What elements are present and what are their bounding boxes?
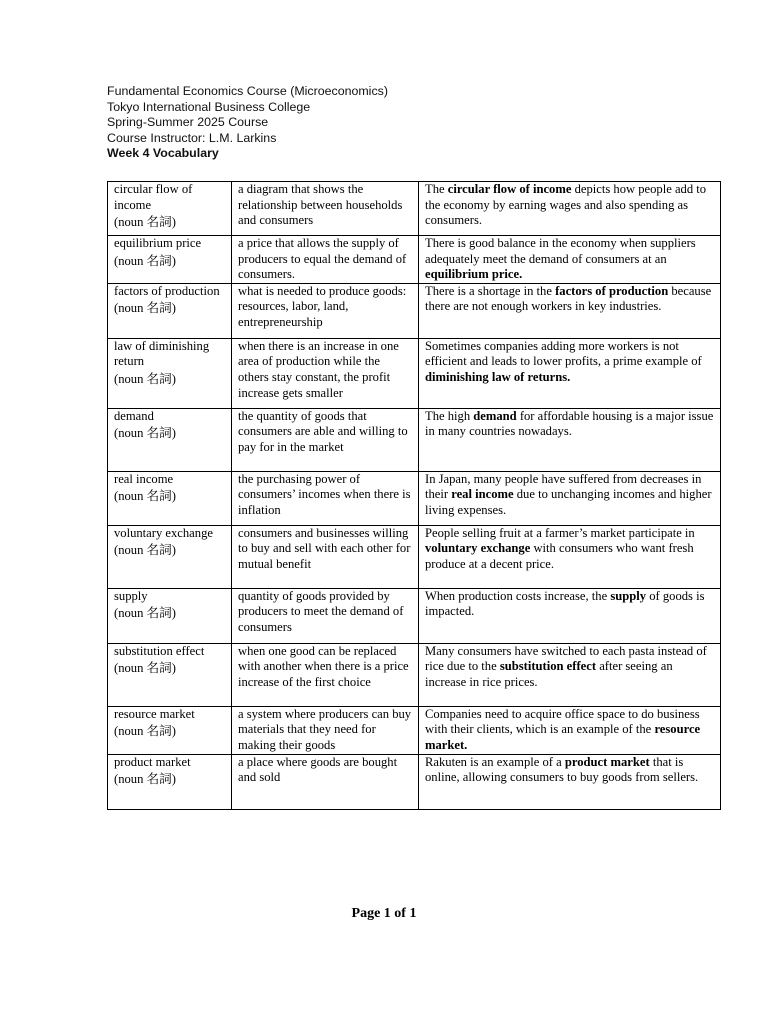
term-label: equilibrium price — [114, 236, 202, 250]
table-row — [108, 283, 721, 338]
document-header — [107, 84, 388, 162]
example-keyword: real income — [451, 487, 514, 502]
table-row — [108, 706, 721, 754]
course-instructor: Course Instructor: L.M. Larkins — [107, 130, 277, 145]
example-text: that is online, allowing consumers to buy goods from sellers. — [425, 754, 699, 785]
definition-cell: a diagram that shows the relationship between households and consumers — [232, 182, 419, 236]
part-of-speech: (noun 名詞) — [114, 661, 176, 676]
part-of-speech: (noun 名詞) — [114, 606, 176, 621]
definition-cell: consumers and businesses willing to buy and sell with each other for mutual benefit — [232, 525, 419, 588]
course-title: Fundamental Economics Course (Microeconomics) — [107, 84, 388, 98]
definition-cell: when one good can be replaced with another when there is a price increase of the first choice — [232, 643, 419, 706]
example-text: In Japan, many people have suffered from decreases in their — [425, 471, 702, 502]
example-cell — [419, 706, 721, 754]
part-of-speech: (noun 名詞) — [114, 426, 176, 441]
part-of-speech: (noun 名詞) — [114, 371, 176, 386]
term-label: factors of production — [114, 283, 220, 298]
definition-cell: the purchasing power of consumers’ incomes when there is inflation — [232, 471, 419, 525]
vocabulary-table — [107, 181, 721, 810]
term-cell — [108, 182, 232, 236]
example-text: When production costs increase, the — [425, 588, 611, 603]
term-cell — [108, 408, 232, 471]
course-term: Spring-Summer 2025 Course — [107, 115, 269, 130]
term-cell — [108, 338, 232, 408]
definition-cell: what is needed to produce goods: resources, labor, land, entrepreneurship — [232, 283, 419, 338]
example-cell — [419, 283, 721, 338]
page-number: Page 1 of 1 — [351, 906, 417, 921]
example-keyword: substitution effect — [499, 659, 597, 674]
example-cell — [419, 471, 721, 525]
table-row — [108, 754, 721, 809]
vocabulary-table-body — [108, 182, 721, 810]
example-keyword: supply — [610, 588, 647, 603]
table-row — [108, 525, 721, 588]
part-of-speech: (noun 名詞) — [114, 301, 176, 316]
definition-cell: the quantity of goods that consumers are able and willing to pay for in the market — [232, 408, 419, 471]
table-row — [108, 408, 721, 471]
example-text: There is good balance in the economy when suppliers adequately meet the demand of consumers at an — [425, 236, 696, 266]
example-cell — [419, 525, 721, 588]
example-cell — [419, 588, 721, 643]
example-cell — [419, 338, 721, 408]
page-title: Week 4 Vocabulary — [107, 146, 219, 161]
example-text: There is a shortage in the — [425, 283, 556, 298]
example-text: Rakuten is an example of a — [425, 754, 565, 769]
example-text: of goods is impacted. — [425, 588, 705, 619]
term-cell — [108, 754, 232, 809]
part-of-speech: (noun 名詞) — [114, 215, 176, 230]
part-of-speech: (noun 名詞) — [114, 543, 176, 558]
example-text: People selling fruit at a farmer’s market participate in — [425, 525, 695, 540]
term-label: demand — [114, 408, 154, 423]
example-cell — [419, 754, 721, 809]
table-row — [108, 182, 721, 236]
example-text: with consumers who want fresh produce at a decent price. — [425, 541, 694, 571]
term-label: circular flow of income — [114, 182, 193, 212]
table-row — [108, 338, 721, 408]
table-row — [108, 471, 721, 525]
table-row — [108, 236, 721, 284]
example-text: Sometimes companies adding more workers is not efficient and leads to lower profits, a prime example of — [425, 338, 702, 369]
example-keyword: factors of production — [555, 283, 669, 298]
term-cell — [108, 525, 232, 588]
example-keyword: circular flow of income — [447, 182, 572, 196]
example-cell — [419, 182, 721, 236]
example-keyword: resource market. — [425, 722, 701, 752]
example-text: Companies need to acquire office space to do business with their clients, which is an example of the — [425, 706, 700, 737]
part-of-speech: (noun 名詞) — [114, 253, 176, 268]
example-cell — [419, 236, 721, 284]
term-cell — [108, 588, 232, 643]
example-keyword: diminishing law of returns. — [425, 369, 571, 384]
table-row — [108, 588, 721, 643]
term-cell — [108, 283, 232, 338]
term-cell — [108, 471, 232, 525]
example-text: The high — [425, 408, 474, 423]
definition-cell: a place where goods are bought and sold — [232, 754, 419, 809]
example-text: depicts how people add to the economy by earning wages and also spending as consumers. — [425, 182, 707, 228]
example-keyword: demand — [473, 408, 517, 423]
example-cell — [419, 408, 721, 471]
term-label: resource market — [114, 706, 195, 721]
example-keyword: equilibrium price. — [425, 267, 523, 282]
term-label: real income — [114, 471, 174, 486]
part-of-speech: (noun 名詞) — [114, 772, 176, 787]
table-row — [108, 643, 721, 706]
term-cell — [108, 706, 232, 754]
example-text: for affordable housing is a major issue in many countries nowadays. — [425, 408, 714, 439]
example-keyword: voluntary exchange — [425, 541, 531, 556]
term-label: product market — [114, 754, 191, 769]
term-cell — [108, 236, 232, 284]
term-label: voluntary exchange — [114, 525, 213, 540]
term-label: supply — [114, 588, 148, 603]
example-text: The — [425, 182, 448, 196]
example-text: Many consumers have switched to each pasta instead of rice due to the — [425, 643, 707, 674]
example-text: due to unchanging incomes and higher living expenses. — [425, 487, 712, 517]
definition-cell: a system where producers can buy materials that they need for making their goods — [232, 706, 419, 754]
example-cell — [419, 643, 721, 706]
term-cell — [108, 643, 232, 706]
example-text: after seeing an increase in rice prices. — [425, 659, 673, 689]
term-label: substitution effect — [114, 643, 205, 658]
example-keyword: product market — [564, 754, 650, 769]
definition-cell: a price that allows the supply of producers to equal the demand of consumers. — [232, 236, 419, 284]
example-text: because there are not enough workers in key industries. — [425, 283, 712, 314]
definition-cell: when there is an increase in one area of production while the others stay constant, the profit increase gets smaller — [232, 338, 419, 408]
term-label: law of diminishing return — [114, 338, 210, 369]
definition-cell: quantity of goods provided by producers to meet the demand of consumers — [232, 588, 419, 643]
part-of-speech: (noun 名詞) — [114, 724, 176, 739]
school-name: Tokyo International Business College — [107, 99, 311, 114]
part-of-speech: (noun 名詞) — [114, 489, 176, 504]
